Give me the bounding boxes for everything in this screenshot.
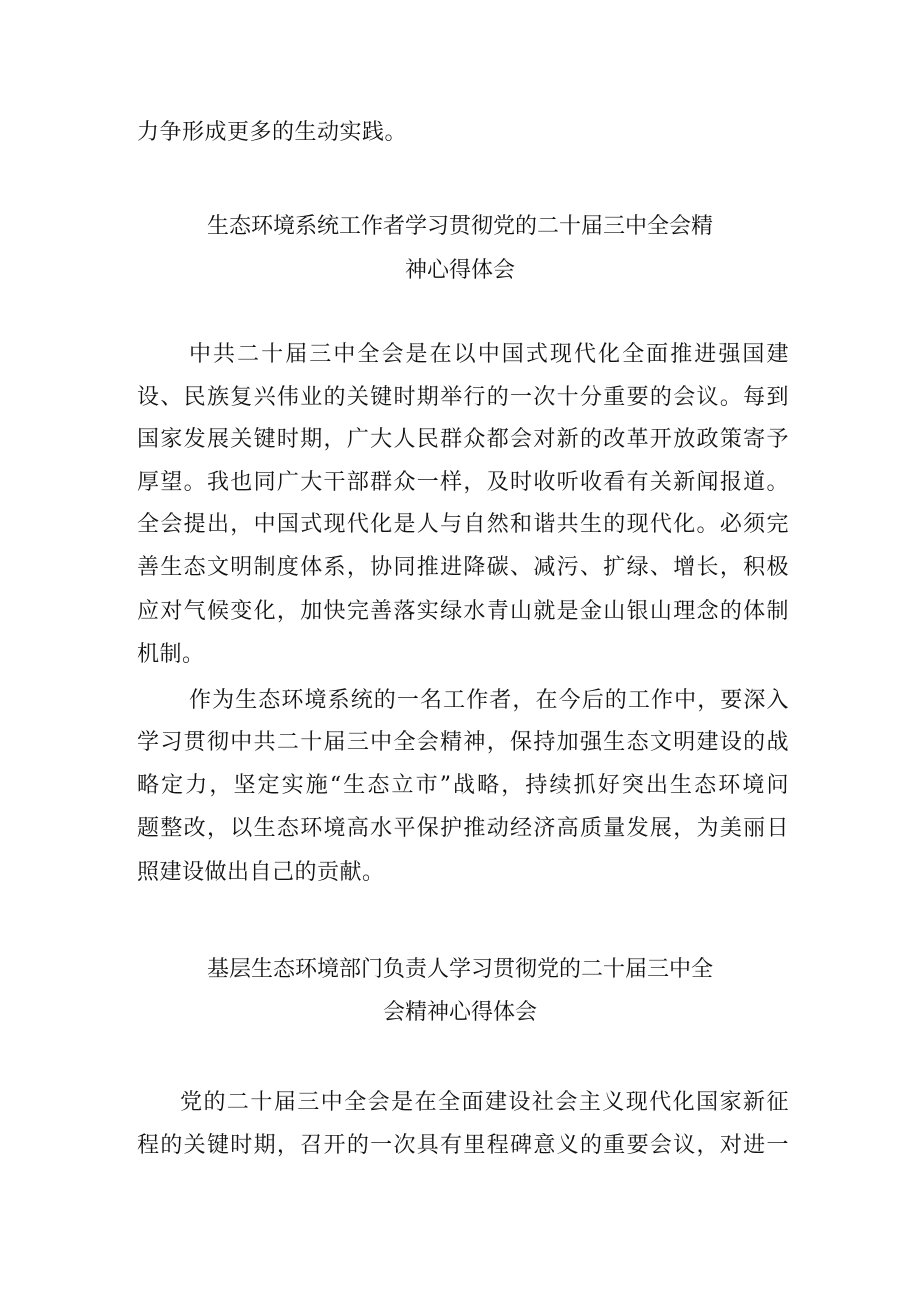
section1-p2-line2: 学习贯彻中共二十届三中全会精神，保持加强生态文明建设的战 (137, 730, 789, 755)
section2-p1-line2: 程的关键时期，召开的一次具有里程碑意义的重要会议，对进一 (137, 1133, 789, 1158)
section1-p1-line6: 善生态文明制度体系，协同推进降碳、减污、扩绿、增长，积极 (137, 555, 789, 580)
section1-p2-line4: 题整改，以生态环境高水平保护推动经济高质量发展，为美丽日 (137, 816, 789, 841)
section1-title-line2: 神心得体会 (404, 258, 515, 283)
section1-p2-line5: 照建设做出自己的贡献。 (137, 860, 385, 885)
section1-p2-line3: 略定力，坚定实施“生态立市”战略，持续抓好突出生态环境问 (137, 773, 789, 798)
section1-title-line1: 生态环境系统工作者学习贯彻党的二十届三中全会精 (206, 214, 713, 239)
section1-p2-line1: 作为生态环境系统的一名工作者，在今后的工作中，要深入 (189, 688, 789, 713)
section2-title-line2: 会精神心得体会 (382, 1000, 537, 1025)
section1-p1-line4: 厚望。我也同广大干部群众一样，及时收听收看有关新闻报道。 (137, 470, 789, 495)
section2-title-line1: 基层生态环境部门负责人学习贯彻党的二十届三中全 (206, 957, 713, 982)
intro-tail-line: 力争形成更多的生动实践。 (137, 120, 408, 145)
section1-p1-line2: 设、民族复兴伟业的关键时期举行的一次十分重要的会议。每到 (137, 385, 789, 410)
section1-p1-line7: 应对气候变化，加快完善落实绿水青山就是金山银山理念的体制 (137, 599, 789, 624)
section1-p1-line1: 中共二十届三中全会是在以中国式现代化全面推进强国建 (189, 342, 789, 367)
section2-p1-line1: 党的二十届三中全会是在全面建设社会主义现代化国家新征 (180, 1090, 789, 1115)
section1-p1-line8: 机制。 (137, 642, 205, 667)
section1-p1-line3: 国家发展关键时期，广大人民群众都会对新的改革开放政策寄予 (137, 427, 789, 452)
section1-p1-line5: 全会提出，中国式现代化是人与自然和谐共生的现代化。必须完 (137, 512, 789, 537)
